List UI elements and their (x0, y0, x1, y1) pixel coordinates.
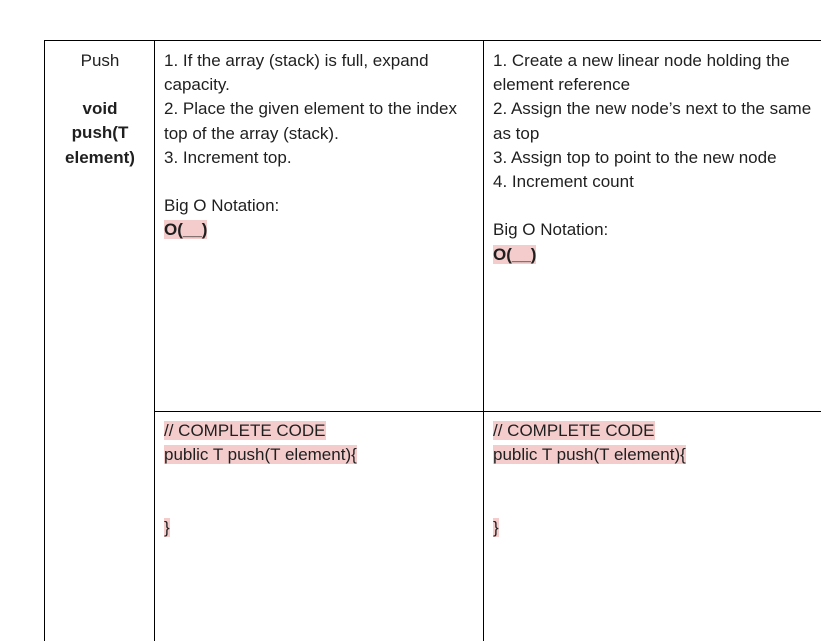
signature-line: element) (65, 147, 135, 167)
array-code-header: public T push(T element){ (164, 445, 357, 465)
row-divider (154, 411, 821, 412)
linked-code-close: } (493, 517, 499, 537)
linked-step: 1. Create a new linear node holding the element reference (493, 51, 790, 95)
operation-name: Push (80, 51, 120, 70)
signature-line: void (82, 99, 118, 119)
array-steps-cell (164, 49, 476, 243)
linked-big-o-label: Big O Notation: (493, 220, 609, 240)
array-big-o-label: Big O Notation: (164, 196, 280, 216)
linked-code-cell[interactable] (493, 419, 821, 540)
linked-step: 2. Assign the new node’s next to the same as top (493, 99, 812, 143)
array-big-o-answer[interactable]: O(__) (164, 220, 208, 240)
comparison-table (44, 40, 821, 641)
operation-signature (45, 97, 155, 170)
array-step: 1. If the array (stack) is full, expand capacity. (164, 51, 429, 95)
signature-line: push(T (71, 123, 129, 143)
linked-code-header: public T push(T element){ (493, 445, 686, 465)
array-step: 3. Increment top. (164, 147, 292, 167)
array-code-cell[interactable] (164, 419, 476, 540)
linked-step: 4. Increment count (493, 172, 634, 192)
array-code-comment: // COMPLETE CODE (164, 421, 326, 440)
array-code-close: } (164, 517, 170, 537)
linked-big-o-answer[interactable]: O(__) (493, 244, 537, 264)
linked-code-comment: // COMPLETE CODE (493, 421, 655, 440)
operation-cell (45, 49, 155, 170)
column-divider (483, 41, 484, 641)
linked-steps-cell (493, 49, 821, 267)
array-step: 2. Place the given element to the index top of the array (stack). (164, 99, 457, 143)
linked-step: 3. Assign top to point to the new node (493, 147, 777, 167)
